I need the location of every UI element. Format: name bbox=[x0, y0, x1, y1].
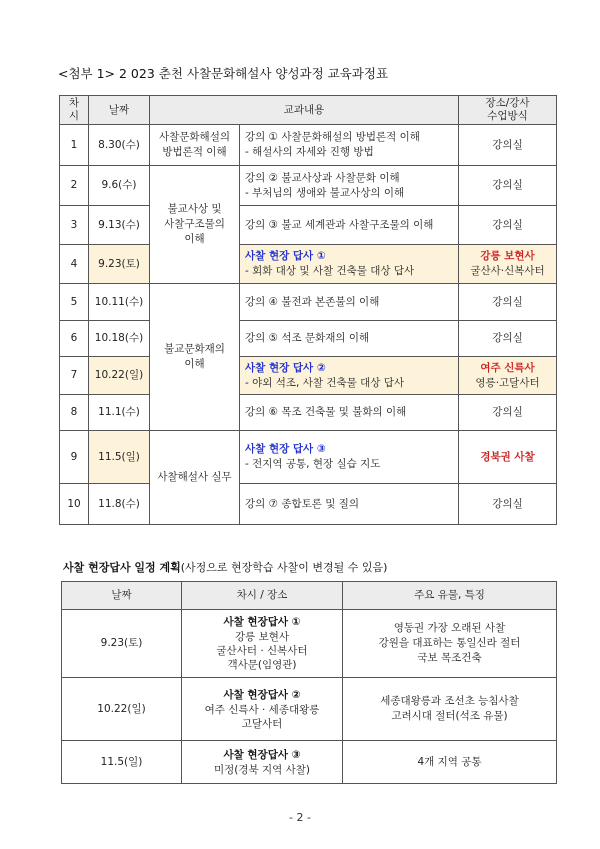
place-main: 강릉 보현사 bbox=[480, 250, 535, 262]
table-row bbox=[60, 245, 557, 284]
row-place: 강의실 bbox=[459, 166, 557, 206]
trip-features: 영동권 가장 오래된 사찰 강원을 대표하는 통일신라 절터 국보 목조건축 bbox=[343, 610, 557, 678]
row-date: 9.13(수) bbox=[89, 206, 150, 245]
field-trip-heading bbox=[63, 559, 387, 575]
field-trip-heading-note: (사정으로 현장학습 사찰이 변경될 수 있음) bbox=[180, 561, 388, 574]
header-no: 차 시 bbox=[60, 96, 89, 125]
trip-date: 11.5(일) bbox=[62, 741, 182, 784]
row-no: 4 bbox=[60, 245, 89, 284]
trip-title: 사찰 현장답사 ② bbox=[223, 688, 301, 701]
row-place bbox=[459, 357, 557, 395]
curriculum-table bbox=[59, 95, 557, 525]
trip-features: 세종대왕릉과 조선초 능침사찰 고려시대 절터(석조 유물) bbox=[343, 678, 557, 741]
place-main: 여주 신륵사 bbox=[480, 361, 535, 374]
row-no: 10 bbox=[60, 484, 89, 525]
row-no: 1 bbox=[60, 125, 89, 166]
trip-place bbox=[182, 741, 343, 784]
trip-places: 강릉 보현사 굴산사터 · 신복사터 객사문(임영관) bbox=[216, 631, 308, 671]
place-main: 경북권 사찰 bbox=[480, 450, 535, 463]
trip-title: 사찰 현장답사 ③ bbox=[223, 748, 301, 761]
row-place: 강의실 bbox=[459, 125, 557, 166]
row-date: 11.8(수) bbox=[89, 484, 150, 525]
row-no: 3 bbox=[60, 206, 89, 245]
row-no: 8 bbox=[60, 395, 89, 431]
content-line1: 강의 ② 불교사상과 사찰문화 이해 bbox=[245, 171, 400, 184]
row-content bbox=[240, 206, 459, 245]
trip-date: 10.22(일) bbox=[62, 678, 182, 741]
row-no: 2 bbox=[60, 166, 89, 206]
row-place: 강의실 bbox=[459, 484, 557, 525]
row-no: 6 bbox=[60, 321, 89, 357]
content-line2: - 부처님의 생애와 불교사상의 이해 bbox=[245, 186, 405, 199]
row-date: 9.6(수) bbox=[89, 166, 150, 206]
content-line2: - 회화 대상 및 사찰 건축물 대상 답사 bbox=[245, 265, 415, 277]
content-line1: 강의 ④ 불전과 본존불의 이해 bbox=[245, 295, 380, 308]
row-content bbox=[240, 395, 459, 431]
header-date: 날짜 bbox=[89, 96, 150, 125]
group-label: 불교사상 및 사찰구조물의 이해 bbox=[150, 166, 240, 284]
table-row bbox=[60, 206, 557, 245]
content-line1: 사찰 현장 답사 ③ bbox=[245, 443, 326, 455]
row-date: 10.18(수) bbox=[89, 321, 150, 357]
field-trip-heading-bold: 사찰 현장답사 일정 계획 bbox=[63, 561, 181, 574]
field-trip-table bbox=[61, 581, 557, 784]
row-place: 강의실 bbox=[459, 395, 557, 431]
table-row bbox=[62, 678, 557, 741]
trip-places: 여주 신륵사 · 세종대왕릉 고달사터 bbox=[204, 703, 320, 730]
trip-features: 4개 지역 공통 bbox=[343, 741, 557, 784]
table-row bbox=[60, 125, 557, 166]
row-place: 강의실 bbox=[459, 321, 557, 357]
content-line1: 강의 ⑤ 석조 문화재의 이해 bbox=[245, 332, 370, 344]
group-label: 불교문화재의 이해 bbox=[150, 284, 240, 431]
row-date: 10.22(일) bbox=[89, 357, 150, 395]
header-place: 차시 / 장소 bbox=[182, 582, 343, 610]
content-line1: 강의 ⑦ 종합토론 및 질의 bbox=[245, 497, 360, 510]
row-date: 11.5(일) bbox=[89, 431, 150, 484]
table-row bbox=[60, 321, 557, 357]
row-place bbox=[459, 431, 557, 484]
content-line2: - 전지역 공통, 현장 실습 지도 bbox=[245, 458, 381, 470]
group-label: 사찰해설사 실무 bbox=[150, 431, 240, 525]
row-content bbox=[240, 284, 459, 321]
row-date: 11.1(수) bbox=[89, 395, 150, 431]
document-title: <첨부 1> 2 023 춘천 사찰문화해설사 양성과정 교육과정표 bbox=[58, 66, 389, 81]
row-no: 5 bbox=[60, 284, 89, 321]
content-line2: - 해설사의 자세와 진행 방법 bbox=[245, 146, 374, 158]
row-place bbox=[459, 245, 557, 284]
table-row bbox=[60, 166, 557, 206]
row-content bbox=[240, 431, 459, 484]
row-place: 강의실 bbox=[459, 284, 557, 321]
trip-place bbox=[182, 610, 343, 678]
page-number: - 2 - bbox=[289, 811, 311, 824]
row-no: 9 bbox=[60, 431, 89, 484]
row-content bbox=[240, 357, 459, 395]
header-content: 교과내용 bbox=[150, 96, 459, 125]
row-date: 10.11(수) bbox=[89, 284, 150, 321]
content-line1: 강의 ③ 불교 세계관과 사찰구조물의 이해 bbox=[245, 218, 434, 231]
table-row bbox=[60, 357, 557, 395]
place-sub: 굴산사·신복사터 bbox=[470, 265, 545, 277]
row-content bbox=[240, 321, 459, 357]
table-row bbox=[62, 741, 557, 784]
table-row bbox=[60, 395, 557, 431]
trip-title: 사찰 현장답사 ① bbox=[223, 616, 301, 628]
content-line1: 사찰 현장 답사 ① bbox=[245, 250, 326, 262]
content-line1: 강의 ① 사찰문화해설의 방법론적 이해 bbox=[245, 131, 420, 143]
row-date: 9.23(토) bbox=[89, 245, 150, 284]
trip-place bbox=[182, 678, 343, 741]
row-content bbox=[240, 484, 459, 525]
header-features: 주요 유물, 특징 bbox=[343, 582, 557, 610]
trip-date: 9.23(토) bbox=[62, 610, 182, 678]
row-place: 강의실 bbox=[459, 206, 557, 245]
content-line2: - 야외 석조, 사찰 건축물 대상 답사 bbox=[245, 376, 405, 389]
header-place: 장소/강사 수업방식 bbox=[459, 96, 557, 125]
row-no: 7 bbox=[60, 357, 89, 395]
table-row bbox=[62, 610, 557, 678]
table-row bbox=[60, 284, 557, 321]
group-label: 사찰문화해설의 방법론적 이해 bbox=[150, 125, 240, 166]
row-content bbox=[240, 166, 459, 206]
row-content bbox=[240, 125, 459, 166]
place-sub: 영릉·고달사터 bbox=[475, 376, 540, 389]
table-row bbox=[60, 431, 557, 484]
content-line1: 강의 ⑥ 목조 건축물 및 불화의 이해 bbox=[245, 406, 407, 418]
trip-places: 미정(경북 지역 사찰) bbox=[213, 763, 310, 776]
content-line1: 사찰 현장 답사 ② bbox=[245, 361, 326, 374]
table-row bbox=[60, 484, 557, 525]
row-date: 8.30(수) bbox=[89, 125, 150, 166]
header-date: 날짜 bbox=[62, 582, 182, 610]
row-content bbox=[240, 245, 459, 284]
